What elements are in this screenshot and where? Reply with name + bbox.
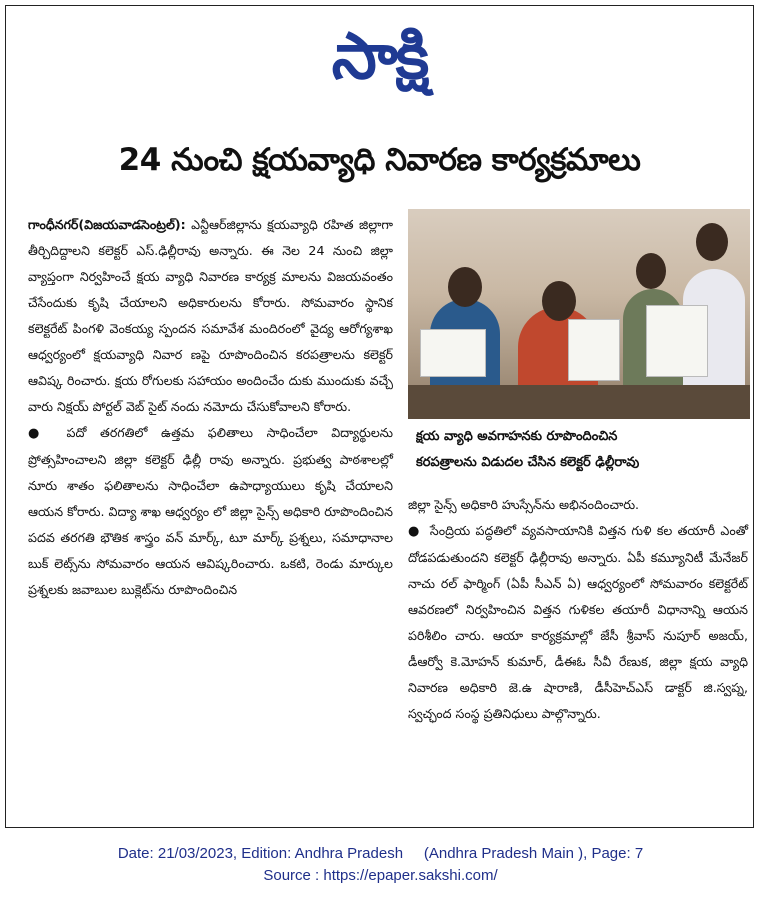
photo-head [696,223,728,261]
right-para-1: జిల్లా సైన్స్ అధికారి హుస్సేన్‌ను అభినందించారు. [408,497,640,512]
caption-line-2: కరపత్రాలను విడుదల చేసిన కలెక్టర్ ఢిల్లీరావు [416,455,640,470]
bullet-icon: ● [28,426,49,441]
dateline: గాంధీనగర్(విజయవాడసెంట్రల్): [28,217,186,232]
masthead-logo: సాక్షి [331,20,428,94]
left-para-1-text: ఎన్టీఆర్‌జిల్లాను క్షయవ్యాధి రహిత జిల్లాగా తీర్చిదిద్దాలని కలెక్టర్ ఎస్.ఢిల్లీరావు అన్నారు. ఈ నెల 24 నుంచి జిల్లా వ్యాప్తంగా నిర్వహించే క్షయ వ్యాధి నివారణ కార్యక్ర మాలను విజయవంతం చేసేందుకు కృషి చేయాలని అధికారులను కోరారు. సోమవారం స్థానిక కలెక్టరేట్ పింగళి వెంకయ్య స్పందన సమావేశ మందిరంలో వైద్య ఆరోగ్యశాఖ ఆధ్వర్యంలో క్షయవ్యాధి నివార ణపై రూపొందించిన కరపత్రాలను కలెక్టర్ ఆవిష్క రించారు. క్షయ రోగులకు సహాయం అందించేం దుకు ముందుకు వచ్చే వారు నిక్షయ్ పోర్టల్ వెబ్ సైట్ నందు నమోదు చేసుకోవాలని కోరారు. [28,217,393,414]
photo-head [636,253,666,289]
bullet-icon: ● [408,524,421,539]
left-para-1 [28,212,393,420]
photo-pamphlet [568,319,620,381]
photo-head [542,281,576,321]
photo-pamphlet [420,329,486,377]
footer-source-line: Source : https://epaper.sakshi.com/ [263,867,498,884]
news-photo [408,209,750,419]
article-frame [5,5,754,828]
right-para-2-text: సేంద్రియ పద్ధతిలో వ్యవసాయానికి విత్తన గుళి కల తయారీ ఎంతో దోడపడుతుందని కలెక్టర్ ఢిల్లీరావు అన్నారు. ఏపీ కమ్యూనిటీ మేనేజర్ నాచు రల్ ఫార్మింగ్ (ఏపీ సీఎన్ ఏ) ఆధ్వర్యంలో సోమవారం కలెక్టరేట్ ఆవరణలో నిర్వహించిన విత్తన గుళికల తయారీ విధానాన్ని ఆయన పరిశీలిం చారు. ఆయా కార్యక్రమాల్లో జేసీ శ్రీవాస్ నుపూర్ అజయ్, డీఆర్వో కె.మోహన్ కుమార్, డీఈఓ సీవీ రేణుక, జిల్లా క్షయ వ్యాధి నివారణ అధికారి జె.ఉ షారాణి, డీసీహెచ్ఎస్ డాక్టర్ జి.స్వప్న, స్వచ్ఛంద సంస్థ ప్రతినిధులు పాల్గొన్నారు. [408,523,749,721]
photo-head [448,267,482,307]
right-para-2 [408,518,748,727]
footer-date-line: Date: 21/03/2023, Edition: Andhra Pradesh (Andhra Pradesh Main ), Page: 7 [117,845,644,862]
left-para-2 [28,420,393,603]
caption-line-1: క్షయ వ్యాధి అవగాహనకు రూపొందించిన [416,429,618,444]
photo-table [408,385,750,419]
right-column [408,492,748,727]
left-column [28,212,393,603]
photo-pamphlet [646,305,708,377]
left-para-2-text: పదో తరగతిలో ఉత్తమ ఫలితాలు సాధించేలా విద్యార్థులను ప్రోత్సహించాలని జిల్లా కలెక్టర్ ఢిల్లీ రావు అన్నారు. ప్రభుత్వ పాఠశాలల్లో నూరు శాతం ఫలితాలను సాధించేలా ఉపాధ్యాయులు కృషి చేయాలని ఆయన కోరారు. విద్యా శాఖ ఆధ్వర్యం లో జిల్లా సైన్స్ అధికారి రూపొందించిన పదవ తరగతి భౌతిక శాస్త్రం వన్ మార్క్, టూ మార్క్ ప్రశ్నలు, సమాధానాల బుక్ లెట్స్‌ను సోమవారం ఆయన ఆవిష్కరించారు. ఒకటి, రెండు మార్కుల ప్రశ్నలకు జవాబుల బుక్లెట్‌ను రూపొందించిన [28,425,393,597]
source-footer [0,843,761,887]
headline: 24 నుంచి క్షయవ్యాధి నివారణ కార్యక్రమాలు [118,142,641,178]
photo-caption [416,424,746,476]
